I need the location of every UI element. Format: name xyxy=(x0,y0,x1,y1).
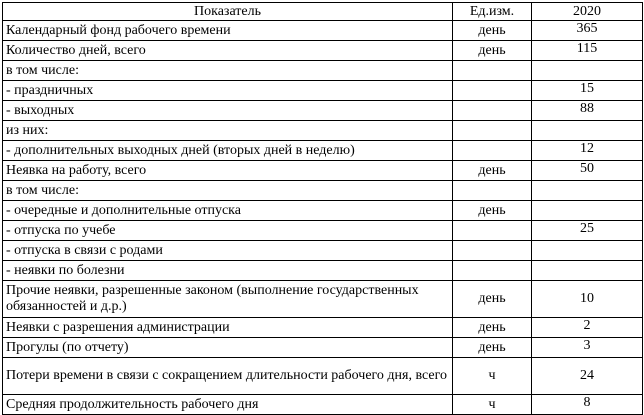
row-label: - отпуска в связи с родами xyxy=(3,241,453,261)
table-row xyxy=(3,201,643,221)
row-label: - очередные и дополнительные отпуска xyxy=(3,201,453,221)
row-label: Прочие неявки, разрешенные законом (выполнение государственных обязанностей и д.р.) xyxy=(3,281,453,318)
row-label: Средняя продолжительность рабочего дня xyxy=(3,395,453,415)
row-value: 8 xyxy=(532,395,643,415)
row-value: 12 xyxy=(532,141,643,161)
table-row xyxy=(3,241,643,261)
row-unit xyxy=(453,61,532,81)
row-label: Календарный фонд рабочего времени xyxy=(3,21,453,41)
row-unit: день xyxy=(453,318,532,338)
row-unit xyxy=(453,221,532,241)
row-unit: день xyxy=(453,41,532,61)
row-unit xyxy=(453,121,532,141)
row-value xyxy=(532,121,643,141)
document-page xyxy=(2,2,644,415)
table-row xyxy=(3,338,643,358)
row-unit: день xyxy=(453,21,532,41)
table-row xyxy=(3,81,643,101)
row-unit xyxy=(453,241,532,261)
row-label: Неявки с разрешения администрации xyxy=(3,318,453,338)
working-time-table xyxy=(2,2,643,415)
table-row xyxy=(3,61,643,81)
row-unit xyxy=(453,81,532,101)
row-value xyxy=(532,241,643,261)
table-row xyxy=(3,21,643,41)
table-header-row xyxy=(3,3,643,21)
row-label: в том числе: xyxy=(3,61,453,81)
table-row xyxy=(3,395,643,415)
row-unit xyxy=(453,261,532,281)
row-value xyxy=(532,261,643,281)
row-value: 25 xyxy=(532,221,643,241)
header-unit: Ед.изм. xyxy=(453,3,532,21)
row-label: Прогулы (по отчету) xyxy=(3,338,453,358)
table-row xyxy=(3,161,643,181)
row-label: Количество дней, всего xyxy=(3,41,453,61)
row-label: - дополнительных выходных дней (вторых дней в неделю) xyxy=(3,141,453,161)
table-row xyxy=(3,41,643,61)
row-label: из них: xyxy=(3,121,453,141)
row-value xyxy=(532,201,643,221)
table-row xyxy=(3,281,643,318)
row-unit: день xyxy=(453,281,532,318)
table-row xyxy=(3,101,643,121)
table-row xyxy=(3,318,643,338)
row-label: - выходных xyxy=(3,101,453,121)
table-row xyxy=(3,141,643,161)
row-label: в том числе: xyxy=(3,181,453,201)
header-year: 2020 xyxy=(532,3,643,21)
row-value: 15 xyxy=(532,81,643,101)
row-value: 365 xyxy=(532,21,643,41)
row-unit xyxy=(453,101,532,121)
table-row xyxy=(3,181,643,201)
row-label: - неявки по болезни xyxy=(3,261,453,281)
row-unit: ч xyxy=(453,395,532,415)
header-indicator: Показатель xyxy=(3,3,453,21)
row-value: 2 xyxy=(532,318,643,338)
row-value xyxy=(532,181,643,201)
table-row xyxy=(3,261,643,281)
row-unit: день xyxy=(453,338,532,358)
row-value: 50 xyxy=(532,161,643,181)
row-value: 24 xyxy=(532,358,643,395)
row-unit: ч xyxy=(453,358,532,395)
table-row xyxy=(3,358,643,395)
row-unit: день xyxy=(453,161,532,181)
row-value xyxy=(532,61,643,81)
row-value: 10 xyxy=(532,281,643,318)
row-unit xyxy=(453,141,532,161)
row-value: 88 xyxy=(532,101,643,121)
row-label: - отпуска по учебе xyxy=(3,221,453,241)
row-value: 3 xyxy=(532,338,643,358)
row-unit xyxy=(453,181,532,201)
row-label: - праздничных xyxy=(3,81,453,101)
row-unit: день xyxy=(453,201,532,221)
table-row xyxy=(3,221,643,241)
table-row xyxy=(3,121,643,141)
row-label: Неявка на работу, всего xyxy=(3,161,453,181)
row-value: 115 xyxy=(532,41,643,61)
row-label: Потери времени в связи с сокращением длительности рабочего дня, всего xyxy=(3,358,453,395)
